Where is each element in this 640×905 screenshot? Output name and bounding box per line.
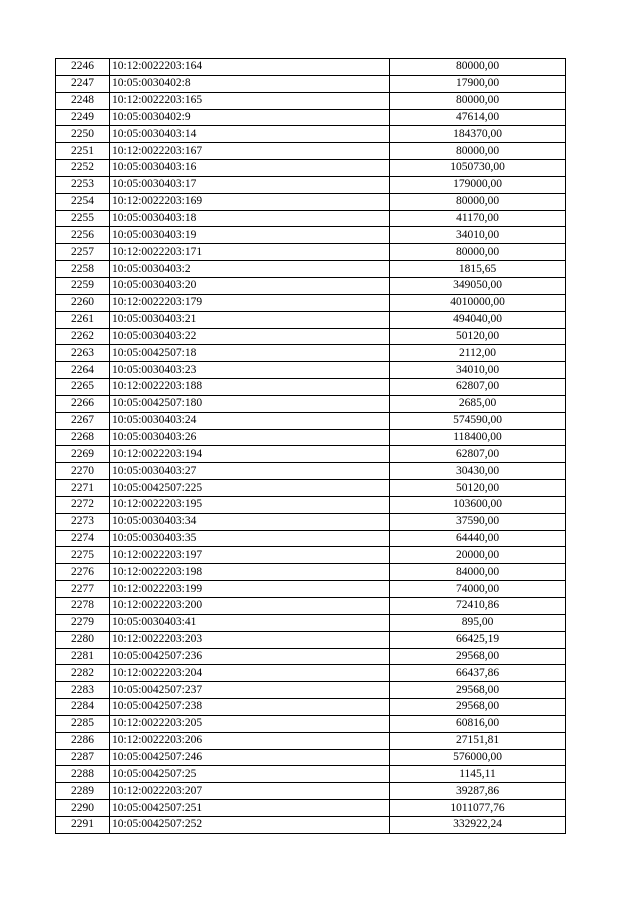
value-cell: 50120,00 xyxy=(390,328,566,345)
cadastral-number-cell: 10:05:0030402:9 xyxy=(110,109,390,126)
row-number-cell: 2260 xyxy=(56,294,110,311)
value-cell: 66425,19 xyxy=(390,631,566,648)
value-cell: 41170,00 xyxy=(390,210,566,227)
cadastral-number-cell: 10:05:0042507:251 xyxy=(110,800,390,817)
value-cell: 34010,00 xyxy=(390,362,566,379)
value-cell: 2112,00 xyxy=(390,345,566,362)
table-row xyxy=(56,732,566,749)
table-row xyxy=(56,210,566,227)
table-row xyxy=(56,766,566,783)
table-row xyxy=(56,783,566,800)
row-number-cell: 2288 xyxy=(56,766,110,783)
table-row xyxy=(56,699,566,716)
value-cell: 574590,00 xyxy=(390,412,566,429)
table-row xyxy=(56,631,566,648)
row-number-cell: 2284 xyxy=(56,699,110,716)
value-cell: 84000,00 xyxy=(390,564,566,581)
table-row xyxy=(56,277,566,294)
value-cell: 17900,00 xyxy=(390,75,566,92)
value-cell: 184370,00 xyxy=(390,126,566,143)
cadastral-number-cell: 10:12:0022203:167 xyxy=(110,143,390,160)
value-cell: 80000,00 xyxy=(390,244,566,261)
table-row xyxy=(56,530,566,547)
cadastral-number-cell: 10:05:0030403:27 xyxy=(110,463,390,480)
row-number-cell: 2275 xyxy=(56,547,110,564)
table-row xyxy=(56,294,566,311)
value-cell: 80000,00 xyxy=(390,59,566,76)
row-number-cell: 2257 xyxy=(56,244,110,261)
cadastral-number-cell: 10:05:0030403:2 xyxy=(110,261,390,278)
cadastral-number-cell: 10:05:0042507:252 xyxy=(110,816,390,833)
table-row xyxy=(56,261,566,278)
cadastral-number-cell: 10:12:0022203:195 xyxy=(110,496,390,513)
cadastral-number-cell: 10:05:0030403:34 xyxy=(110,513,390,530)
value-cell: 1011077,76 xyxy=(390,800,566,817)
value-cell: 64440,00 xyxy=(390,530,566,547)
row-number-cell: 2252 xyxy=(56,160,110,177)
row-number-cell: 2281 xyxy=(56,648,110,665)
table-row xyxy=(56,513,566,530)
value-cell: 895,00 xyxy=(390,614,566,631)
table-row xyxy=(56,311,566,328)
row-number-cell: 2267 xyxy=(56,412,110,429)
cadastral-number-cell: 10:12:0022203:164 xyxy=(110,59,390,76)
value-cell: 576000,00 xyxy=(390,749,566,766)
cadastral-number-cell: 10:12:0022203:188 xyxy=(110,379,390,396)
value-cell: 29568,00 xyxy=(390,699,566,716)
value-cell: 80000,00 xyxy=(390,92,566,109)
row-number-cell: 2258 xyxy=(56,261,110,278)
cadastral-number-cell: 10:12:0022203:194 xyxy=(110,446,390,463)
row-number-cell: 2247 xyxy=(56,75,110,92)
row-number-cell: 2285 xyxy=(56,715,110,732)
table-row xyxy=(56,816,566,833)
value-cell: 80000,00 xyxy=(390,143,566,160)
cadastral-number-cell: 10:05:0030403:26 xyxy=(110,429,390,446)
value-cell: 60816,00 xyxy=(390,715,566,732)
value-cell: 72410,86 xyxy=(390,598,566,615)
row-number-cell: 2246 xyxy=(56,59,110,76)
cadastral-number-cell: 10:05:0042507:236 xyxy=(110,648,390,665)
row-number-cell: 2272 xyxy=(56,496,110,513)
table-row xyxy=(56,564,566,581)
table-row xyxy=(56,109,566,126)
row-number-cell: 2254 xyxy=(56,193,110,210)
row-number-cell: 2283 xyxy=(56,682,110,699)
cadastral-number-cell: 10:05:0030403:19 xyxy=(110,227,390,244)
table-body xyxy=(56,59,566,834)
table-row xyxy=(56,59,566,76)
row-number-cell: 2262 xyxy=(56,328,110,345)
row-number-cell: 2273 xyxy=(56,513,110,530)
cadastral-number-cell: 10:12:0022203:205 xyxy=(110,715,390,732)
row-number-cell: 2286 xyxy=(56,732,110,749)
cadastral-number-cell: 10:12:0022203:165 xyxy=(110,92,390,109)
cadastral-number-cell: 10:12:0022203:204 xyxy=(110,665,390,682)
table-row xyxy=(56,648,566,665)
cadastral-number-cell: 10:05:0030403:23 xyxy=(110,362,390,379)
value-cell: 50120,00 xyxy=(390,480,566,497)
cadastral-number-cell: 10:05:0030403:24 xyxy=(110,412,390,429)
table-row xyxy=(56,715,566,732)
table-row xyxy=(56,227,566,244)
value-cell: 118400,00 xyxy=(390,429,566,446)
table-row xyxy=(56,143,566,160)
cadastral-number-cell: 10:05:0042507:25 xyxy=(110,766,390,783)
table-row xyxy=(56,463,566,480)
row-number-cell: 2289 xyxy=(56,783,110,800)
value-cell: 1050730,00 xyxy=(390,160,566,177)
row-number-cell: 2264 xyxy=(56,362,110,379)
value-cell: 179000,00 xyxy=(390,176,566,193)
table-row xyxy=(56,75,566,92)
cadastral-number-cell: 10:05:0030402:8 xyxy=(110,75,390,92)
table-row xyxy=(56,160,566,177)
row-number-cell: 2255 xyxy=(56,210,110,227)
row-number-cell: 2280 xyxy=(56,631,110,648)
cadastral-number-cell: 10:05:0030403:22 xyxy=(110,328,390,345)
row-number-cell: 2269 xyxy=(56,446,110,463)
value-cell: 1815,65 xyxy=(390,261,566,278)
row-number-cell: 2291 xyxy=(56,816,110,833)
cadastral-number-cell: 10:12:0022203:199 xyxy=(110,581,390,598)
table-row xyxy=(56,682,566,699)
row-number-cell: 2282 xyxy=(56,665,110,682)
value-cell: 2685,00 xyxy=(390,395,566,412)
cadastral-number-cell: 10:12:0022203:169 xyxy=(110,193,390,210)
value-cell: 47614,00 xyxy=(390,109,566,126)
row-number-cell: 2277 xyxy=(56,581,110,598)
row-number-cell: 2271 xyxy=(56,480,110,497)
row-number-cell: 2266 xyxy=(56,395,110,412)
row-number-cell: 2287 xyxy=(56,749,110,766)
row-number-cell: 2290 xyxy=(56,800,110,817)
row-number-cell: 2261 xyxy=(56,311,110,328)
table-row xyxy=(56,496,566,513)
row-number-cell: 2274 xyxy=(56,530,110,547)
table-row xyxy=(56,244,566,261)
row-number-cell: 2265 xyxy=(56,379,110,396)
value-cell: 74000,00 xyxy=(390,581,566,598)
value-cell: 29568,00 xyxy=(390,648,566,665)
row-number-cell: 2251 xyxy=(56,143,110,160)
cadastral-number-cell: 10:05:0030403:17 xyxy=(110,176,390,193)
cadastral-number-cell: 10:12:0022203:207 xyxy=(110,783,390,800)
row-number-cell: 2270 xyxy=(56,463,110,480)
table-row xyxy=(56,412,566,429)
value-cell: 494040,00 xyxy=(390,311,566,328)
cadastral-number-cell: 10:05:0042507:180 xyxy=(110,395,390,412)
value-cell: 62807,00 xyxy=(390,379,566,396)
cadastral-number-cell: 10:05:0030403:14 xyxy=(110,126,390,143)
table-row xyxy=(56,328,566,345)
table-row xyxy=(56,126,566,143)
row-number-cell: 2278 xyxy=(56,598,110,615)
table-row xyxy=(56,547,566,564)
row-number-cell: 2248 xyxy=(56,92,110,109)
table-row xyxy=(56,480,566,497)
table-row xyxy=(56,429,566,446)
value-cell: 1145,11 xyxy=(390,766,566,783)
table-row xyxy=(56,614,566,631)
cadastral-number-cell: 10:12:0022203:206 xyxy=(110,732,390,749)
table-row xyxy=(56,446,566,463)
value-cell: 30430,00 xyxy=(390,463,566,480)
cadastral-value-table xyxy=(55,58,566,834)
cadastral-number-cell: 10:05:0030403:35 xyxy=(110,530,390,547)
value-cell: 103600,00 xyxy=(390,496,566,513)
table-row xyxy=(56,581,566,598)
table-row xyxy=(56,345,566,362)
row-number-cell: 2268 xyxy=(56,429,110,446)
value-cell: 34010,00 xyxy=(390,227,566,244)
value-cell: 80000,00 xyxy=(390,193,566,210)
value-cell: 349050,00 xyxy=(390,277,566,294)
row-number-cell: 2276 xyxy=(56,564,110,581)
cadastral-number-cell: 10:05:0030403:21 xyxy=(110,311,390,328)
cadastral-number-cell: 10:05:0042507:18 xyxy=(110,345,390,362)
cadastral-number-cell: 10:12:0022203:200 xyxy=(110,598,390,615)
cadastral-number-cell: 10:05:0030403:20 xyxy=(110,277,390,294)
cadastral-number-cell: 10:05:0042507:237 xyxy=(110,682,390,699)
cadastral-number-cell: 10:12:0022203:179 xyxy=(110,294,390,311)
table-row xyxy=(56,598,566,615)
row-number-cell: 2249 xyxy=(56,109,110,126)
table-row xyxy=(56,800,566,817)
table-row xyxy=(56,176,566,193)
table-row xyxy=(56,362,566,379)
value-cell: 66437,86 xyxy=(390,665,566,682)
table-row xyxy=(56,92,566,109)
cadastral-number-cell: 10:12:0022203:197 xyxy=(110,547,390,564)
table-row xyxy=(56,193,566,210)
cadastral-number-cell: 10:12:0022203:171 xyxy=(110,244,390,261)
table-row xyxy=(56,379,566,396)
value-cell: 20000,00 xyxy=(390,547,566,564)
value-cell: 37590,00 xyxy=(390,513,566,530)
table-row xyxy=(56,395,566,412)
value-cell: 27151,81 xyxy=(390,732,566,749)
row-number-cell: 2253 xyxy=(56,176,110,193)
value-cell: 39287,86 xyxy=(390,783,566,800)
cadastral-number-cell: 10:05:0042507:246 xyxy=(110,749,390,766)
row-number-cell: 2259 xyxy=(56,277,110,294)
row-number-cell: 2256 xyxy=(56,227,110,244)
table-row xyxy=(56,749,566,766)
row-number-cell: 2263 xyxy=(56,345,110,362)
row-number-cell: 2279 xyxy=(56,614,110,631)
value-cell: 62807,00 xyxy=(390,446,566,463)
cadastral-number-cell: 10:05:0042507:238 xyxy=(110,699,390,716)
value-cell: 4010000,00 xyxy=(390,294,566,311)
cadastral-number-cell: 10:12:0022203:198 xyxy=(110,564,390,581)
value-cell: 29568,00 xyxy=(390,682,566,699)
table-row xyxy=(56,665,566,682)
cadastral-number-cell: 10:05:0042507:225 xyxy=(110,480,390,497)
cadastral-number-cell: 10:12:0022203:203 xyxy=(110,631,390,648)
cadastral-number-cell: 10:05:0030403:18 xyxy=(110,210,390,227)
row-number-cell: 2250 xyxy=(56,126,110,143)
cadastral-number-cell: 10:05:0030403:41 xyxy=(110,614,390,631)
value-cell: 332922,24 xyxy=(390,816,566,833)
cadastral-number-cell: 10:05:0030403:16 xyxy=(110,160,390,177)
